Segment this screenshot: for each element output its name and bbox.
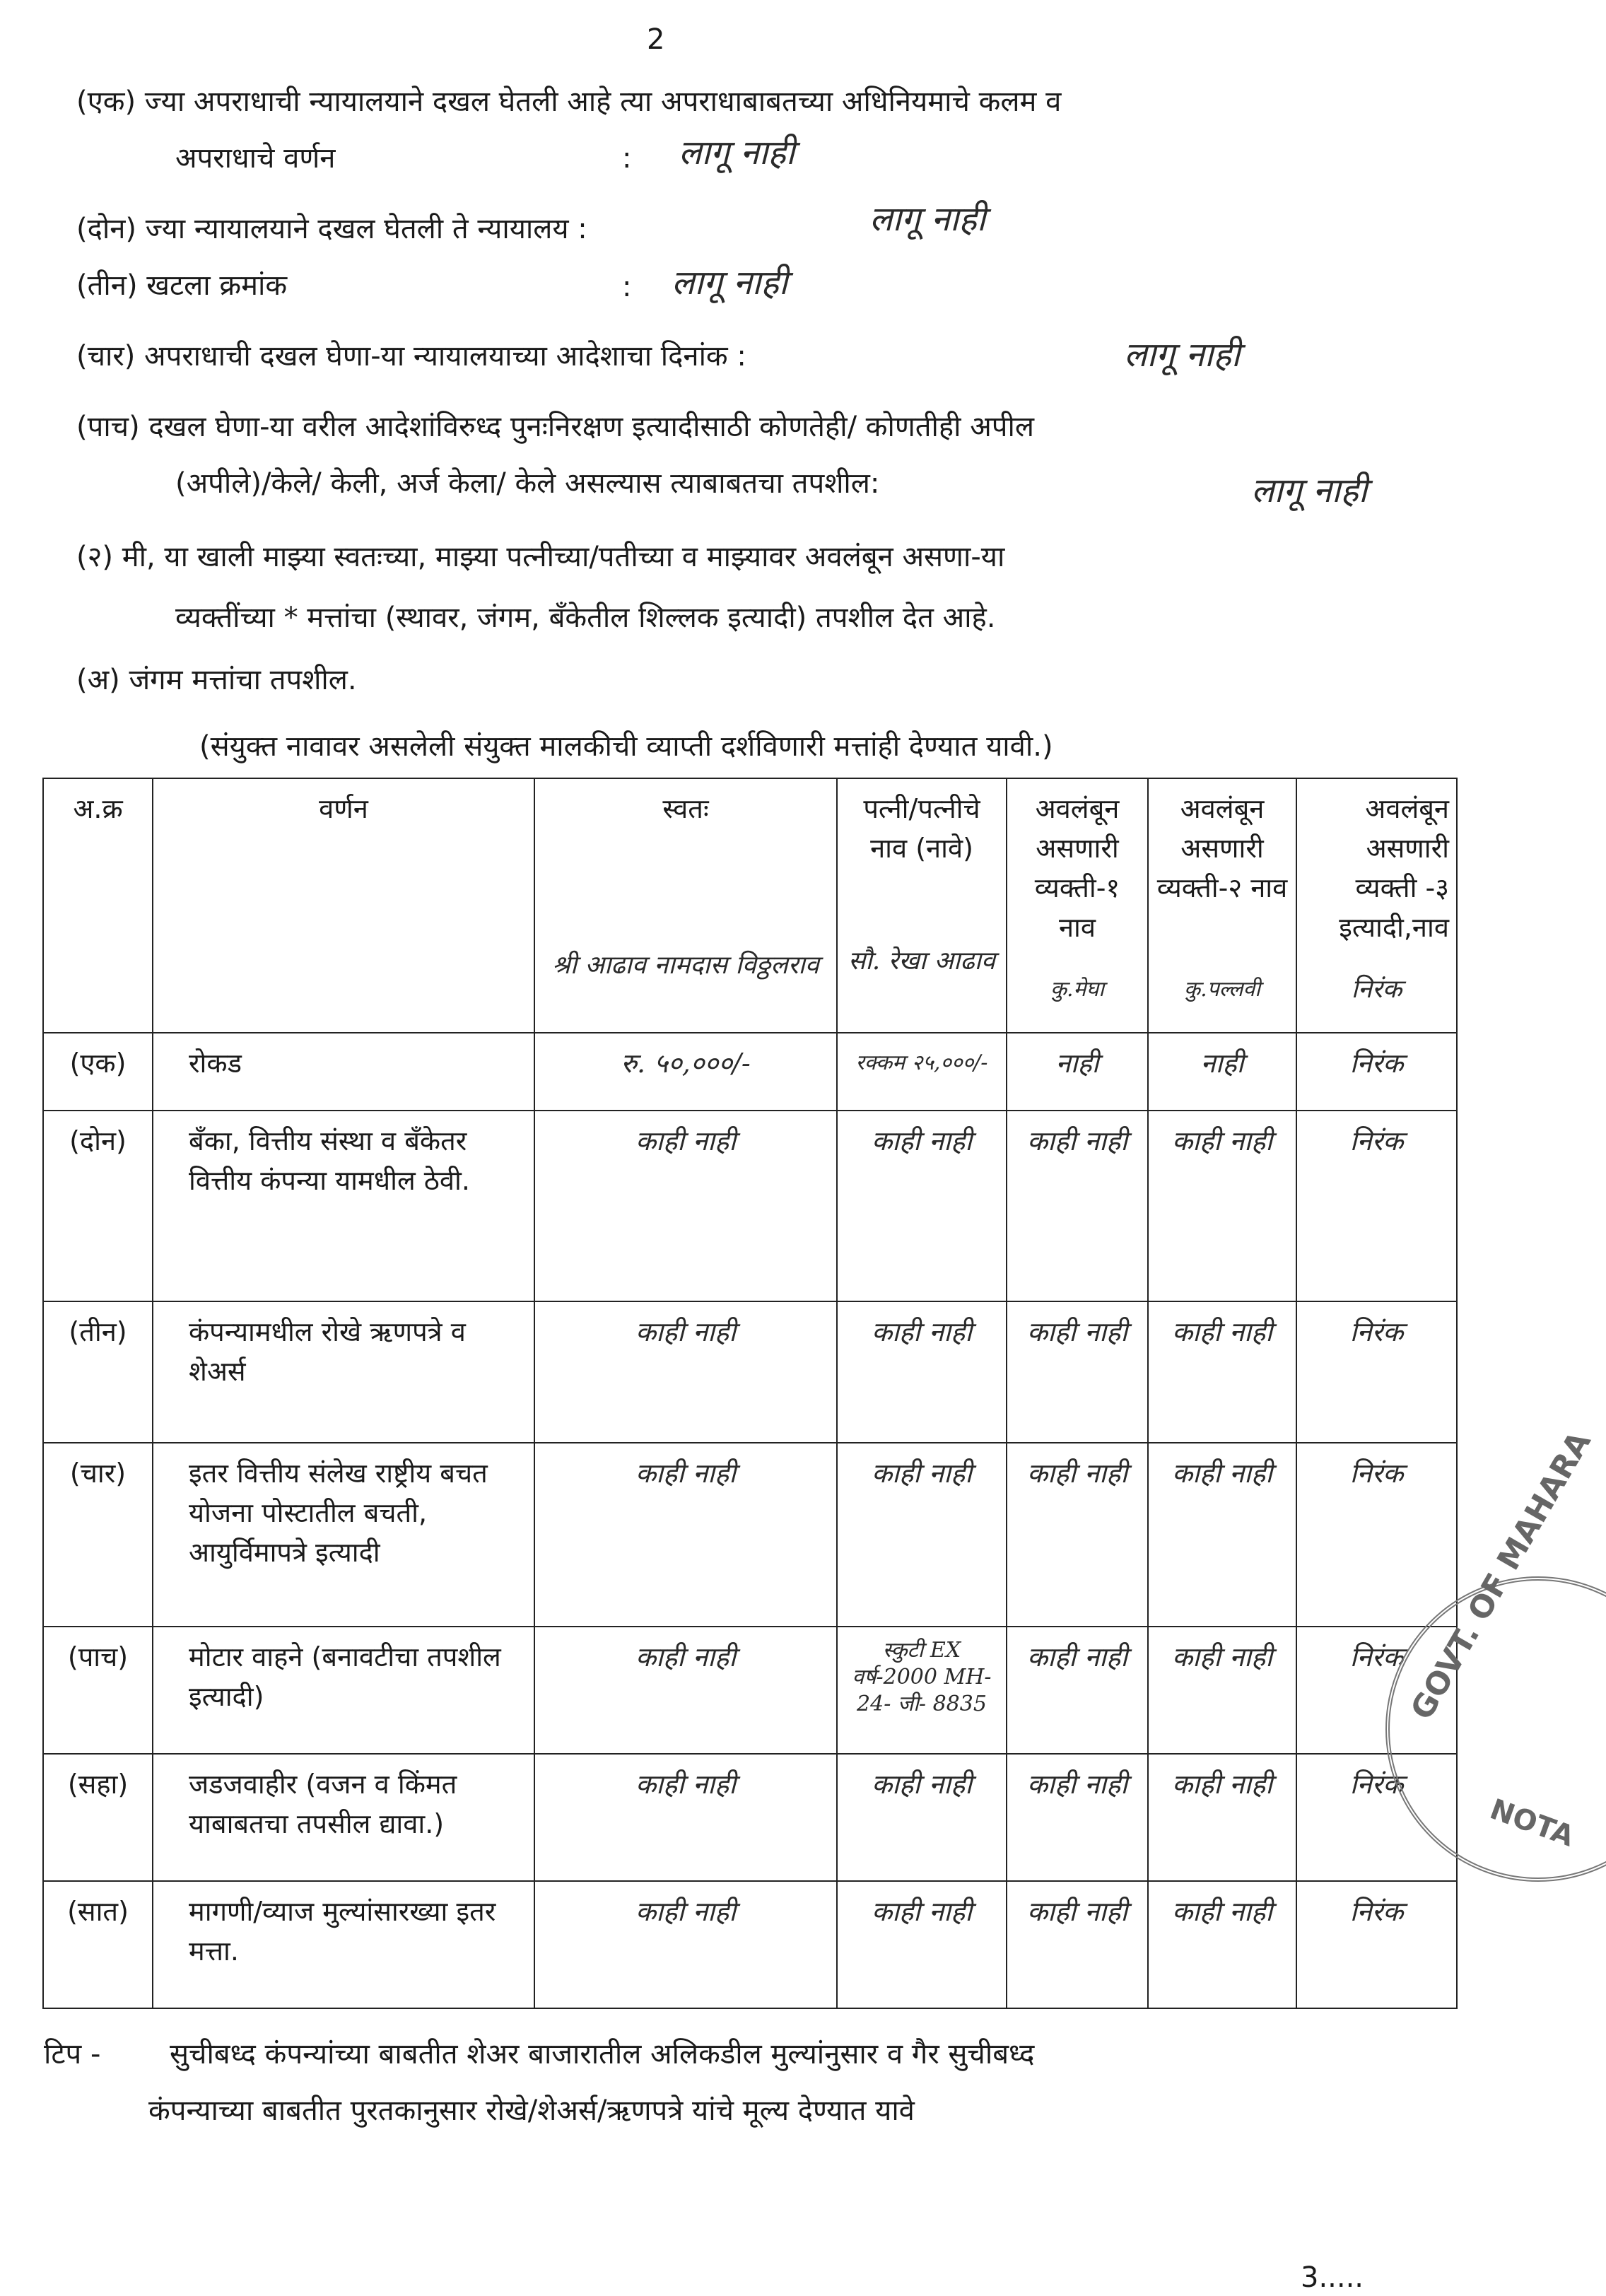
tip-line-b: कंपन्याच्या बाबतीत पुरतकानुसार रोखे/शेअर्स/ऋणपत्रे यांचे मूल्य देण्यात यावे bbox=[148, 2095, 915, 2127]
line-3: (तीन) खटला क्रमांक bbox=[76, 269, 288, 302]
table-row bbox=[43, 1301, 1457, 1443]
tip-label: टिप - bbox=[44, 2038, 101, 2070]
header-dep2-label: अवलंबून असणारी व्यक्ती-२ नाव bbox=[1156, 793, 1288, 903]
header-dep3 bbox=[1296, 778, 1457, 1033]
row-self: रु. ५०,०००/- bbox=[534, 1033, 837, 1111]
dep2-name: कु.पल्लवी bbox=[1184, 977, 1260, 1002]
row-dep2: काही नाही bbox=[1148, 1301, 1296, 1443]
row-spouse: काही नाही bbox=[837, 1301, 1007, 1443]
row-dep2: काही नाही bbox=[1148, 1754, 1296, 1881]
row-sr: (दोन) bbox=[43, 1111, 153, 1301]
row-dep2: काही नाही bbox=[1148, 1881, 1296, 2008]
table-row bbox=[43, 1111, 1457, 1301]
row-dep2: काही नाही bbox=[1148, 1627, 1296, 1754]
row-dep3: निरंक bbox=[1296, 1301, 1457, 1443]
handwritten-na-4: लागू नाही bbox=[1124, 335, 1241, 375]
table-row bbox=[43, 1443, 1457, 1627]
row-spouse: काही नाही bbox=[837, 1111, 1007, 1301]
row-dep2: काही नाही bbox=[1148, 1443, 1296, 1627]
table-row bbox=[43, 1627, 1457, 1754]
spouse-name: सौ. रेखा आढाव bbox=[848, 947, 995, 976]
header-sr: अ.क्र bbox=[43, 778, 153, 1033]
row-sr: (सहा) bbox=[43, 1754, 153, 1881]
page-number: 2 bbox=[647, 23, 665, 56]
handwritten-na-1: लागू नाही bbox=[679, 133, 795, 172]
header-dep1 bbox=[1007, 778, 1148, 1033]
stamp-text: GOVT. OF MAHARA bbox=[1404, 1425, 1598, 1726]
row-spouse: रक्कम २५,०००/- bbox=[837, 1033, 1007, 1111]
self-name: श्री आढाव नामदास विठ्ठलराव bbox=[552, 951, 819, 980]
line-1a: (एक) ज्या अपराधाची न्यायालयाने दखल घेतली आहे त्या अपराधाबाबतच्या अधिनियमाचे कलम व bbox=[76, 86, 1062, 118]
row-dep1: काही नाही bbox=[1007, 1627, 1148, 1754]
row-desc: इतर वित्तीय संलेख राष्ट्रीय बचत योजना पोस्टातील बचती, आयुर्विमापत्रे इत्यादी bbox=[153, 1443, 534, 1627]
joint-note: (संयुक्त नावावर असलेली संयुक्त मालकीची व्याप्ती दर्शविणारी मत्तांही देण्यात यावी.) bbox=[199, 730, 1053, 763]
header-spouse-label: पत्नी/पत्नीचे नाव (नावे) bbox=[863, 793, 980, 864]
handwritten-na-2: लागू नाही bbox=[869, 199, 986, 239]
row-sr: (चार) bbox=[43, 1443, 153, 1627]
table-row bbox=[43, 1033, 1457, 1111]
row-dep3: निरंक bbox=[1296, 1881, 1457, 2008]
line-1b: अपराधाचे वर्णन bbox=[175, 142, 336, 175]
header-spouse bbox=[837, 778, 1007, 1033]
row-dep1: नाही bbox=[1007, 1033, 1148, 1111]
row-sr: (पाच) bbox=[43, 1627, 153, 1754]
handwritten-na-5: लागू नाही bbox=[1251, 471, 1368, 510]
table-row bbox=[43, 1881, 1457, 2008]
stamp-sub: NOTA bbox=[1485, 1793, 1578, 1853]
header-dep1-label: अवलंबून असणारी व्यक्ती-१ नाव bbox=[1034, 793, 1120, 943]
dep1-name: कु.मेघा bbox=[1050, 977, 1105, 1002]
row-desc: मागणी/व्याज मुल्यांसारख्या इतर मत्ता. bbox=[153, 1881, 534, 2008]
tip-line-a: सुचीबध्द कंपन्यांच्या बाबतीत शेअर बाजारातील अलिकडील मुल्यांनुसार व गैर सुचीबध्द bbox=[170, 2038, 1035, 2070]
line-5b: (अपीले)/केले/ केली, अर्ज केला/ केले असल्यास त्याबाबतचा तपशील: bbox=[175, 467, 880, 500]
row-spouse: स्कुटी EX वर्ष-2000 MH-24- जी- 8835 bbox=[837, 1627, 1007, 1754]
table-header-row bbox=[43, 778, 1457, 1033]
header-dep3-label: अवलंबून असणारी व्यक्ती -३ इत्यादी,नाव bbox=[1339, 793, 1449, 943]
row-self: काही नाही bbox=[534, 1881, 837, 2008]
row-sr: (सात) bbox=[43, 1881, 153, 2008]
next-page-marker: 3..... bbox=[1301, 2261, 1364, 2294]
row-sr: (तीन) bbox=[43, 1301, 153, 1443]
section-a: (अ) जंगम मत्तांचा तपशील. bbox=[76, 664, 357, 696]
row-dep2: नाही bbox=[1148, 1033, 1296, 1111]
row-desc: बँका, वित्तीय संस्था व बँकेतर वित्तीय कंपन्या यामधील ठेवी. bbox=[153, 1111, 534, 1301]
row-spouse: काही नाही bbox=[837, 1443, 1007, 1627]
row-dep1: काही नाही bbox=[1007, 1881, 1148, 2008]
row-self: काही नाही bbox=[534, 1627, 837, 1754]
row-dep3: निरंक bbox=[1296, 1627, 1457, 1754]
row-spouse: काही नाही bbox=[837, 1754, 1007, 1881]
header-self-label: स्वतः bbox=[662, 793, 709, 824]
row-dep3: निरंक bbox=[1296, 1754, 1457, 1881]
row-self: काही नाही bbox=[534, 1301, 837, 1443]
dep3-name: निरंक bbox=[1351, 975, 1402, 1004]
row-dep1: काही नाही bbox=[1007, 1111, 1148, 1301]
row-dep1: काही नाही bbox=[1007, 1301, 1148, 1443]
para-2b: व्यक्तींच्या * मत्तांचा (स्थावर, जंगम, बँकेतील शिल्लक इत्यादी) तपशील देत आहे. bbox=[175, 602, 996, 634]
table-row bbox=[43, 1754, 1457, 1881]
row-self: काही नाही bbox=[534, 1111, 837, 1301]
row-dep3: निरंक bbox=[1296, 1443, 1457, 1627]
row-sr: (एक) bbox=[43, 1033, 153, 1111]
row-self: काही नाही bbox=[534, 1443, 837, 1627]
assets-table bbox=[42, 778, 1458, 2009]
handwritten-na-3: लागू नाही bbox=[672, 263, 788, 303]
row-dep2: काही नाही bbox=[1148, 1111, 1296, 1301]
row-desc: रोकड bbox=[153, 1033, 534, 1111]
para-2a: (२) मी, या खाली माझ्या स्वतःच्या, माझ्या पत्नीच्या/पतीच्या व माझ्यावर अवलंबून असणा-या bbox=[76, 541, 1005, 573]
row-spouse: काही नाही bbox=[837, 1881, 1007, 2008]
header-dep2 bbox=[1148, 778, 1296, 1033]
row-dep3: निरंक bbox=[1296, 1111, 1457, 1301]
row-dep3: निरंक bbox=[1296, 1033, 1457, 1111]
line-2: (दोन) ज्या न्यायालयाने दखल घेतली ते न्यायालय : bbox=[76, 213, 587, 245]
line-4: (चार) अपराधाची दखल घेणा-या न्यायालयाच्या आदेशाचा दिनांक : bbox=[76, 340, 746, 373]
header-self bbox=[534, 778, 837, 1033]
line-5a: (पाच) दखल घेणा-या वरील आदेशांविरुध्द पुनःनिरक्षण इत्यादीसाठी कोणतेही/ कोणतीही अपील bbox=[76, 411, 1034, 443]
row-desc: जडजवाहीर (वजन व किंमत याबाबतचा तपसील द्यावा.) bbox=[153, 1754, 534, 1881]
row-dep1: काही नाही bbox=[1007, 1754, 1148, 1881]
row-desc: कंपन्यामधील रोखे ऋणपत्रे व शेअर्स bbox=[153, 1301, 534, 1443]
header-desc: वर्णन bbox=[153, 778, 534, 1033]
colon-3: : bbox=[622, 271, 632, 303]
row-self: काही नाही bbox=[534, 1754, 837, 1881]
row-dep1: काही नाही bbox=[1007, 1443, 1148, 1627]
colon-1: : bbox=[622, 142, 632, 175]
row-desc: मोटार वाहने (बनावटीचा तपशील इत्यादी) bbox=[153, 1627, 534, 1754]
